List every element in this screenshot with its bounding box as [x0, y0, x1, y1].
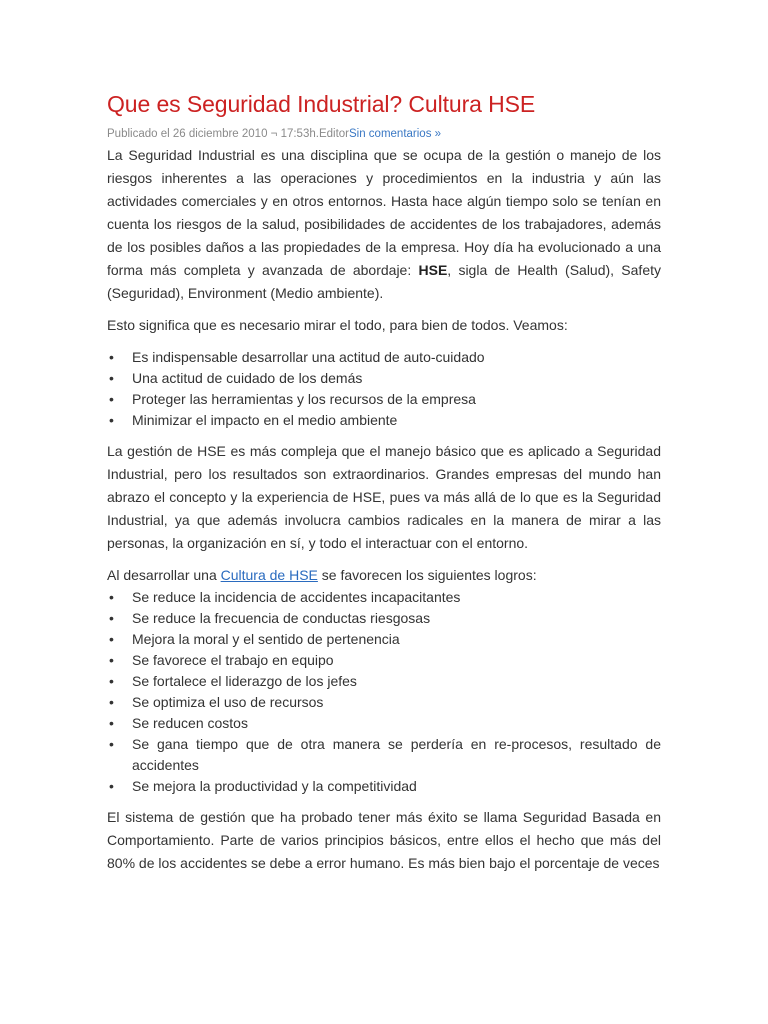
- bullet-icon: •: [109, 631, 114, 647]
- list-item: • Se reduce la frecuencia de conductas riesgosas: [107, 608, 661, 629]
- list-item: • Una actitud de cuidado de los demás: [107, 368, 661, 389]
- paragraph-intro: [107, 144, 661, 305]
- bullet-icon: •: [109, 610, 114, 626]
- paragraph-intro-tail: , sigla de Health (Salud), Safety (Seguridad), Environment (Medio ambiente).: [107, 262, 662, 301]
- bullet-icon: •: [109, 652, 114, 668]
- bullet-icon: •: [109, 778, 114, 794]
- list-item: • Mejora la moral y el sentido de pertenencia: [107, 629, 661, 650]
- list-item: • Se reduce la incidencia de accidentes incapacitantes: [107, 587, 661, 608]
- principles-list: [107, 347, 661, 431]
- bullet-icon: •: [109, 694, 114, 710]
- article-title: Que es Seguridad Industrial? Cultura HSE: [107, 91, 536, 117]
- bullet-icon: •: [109, 391, 114, 407]
- paragraph-intro-text: La Seguridad Industrial es una disciplina que se ocupa de la gestión o manejo de los riesgos inherentes a las operaciones y procedimientos en la industria y aún las actividades comerciales y en otros entornos. Hasta hace algún tiempo solo se tenían en cuenta los riesgos de la salud, posibilidades de accidentes de los trabajadores, además de los posibles daños a las propiedades de la empresa. Hoy día ha evolucionado a una forma más completa y avanzada de abordaje:: [107, 147, 661, 278]
- list-item: • Se gana tiempo que de otra manera se perdería en re-procesos, resultado de accidentes: [109, 736, 661, 773]
- bullet-icon: •: [109, 370, 114, 386]
- publish-info: Publicado el 26 diciembre 2010 ¬ 17:53h.Editor: [107, 128, 349, 140]
- paragraph-lead-in: Esto significa que es necesario mirar el todo, para bien de todos. Veamos:: [107, 317, 568, 333]
- hse-acronym: HSE: [418, 262, 448, 278]
- hse-culture-link[interactable]: Cultura de HSE: [220, 567, 318, 583]
- bullet-icon: •: [109, 349, 114, 365]
- list-item: • Se mejora la productividad y la competitividad: [107, 776, 661, 797]
- bullet-icon: •: [109, 412, 114, 428]
- list-item: • Proteger las herramientas y los recursos de la empresa: [107, 389, 661, 410]
- bullet-icon: •: [109, 673, 114, 689]
- list-item: • Se favorece el trabajo en equipo: [107, 650, 661, 671]
- list-item: • Minimizar el impacto en el medio ambiente: [107, 410, 661, 431]
- paragraph-hse-management: La gestión de HSE es más compleja que el manejo básico que es aplicado a Seguridad Industrial, pero los resultados son extraordinarios. Grandes empresas del mundo han abrazo el concepto y la experiencia de HSE, pues va más allá de lo que es la Seguridad Industrial, ya que además involucra cambios radicales en la manera de mirar a las personas, la organización en sí, y todo el interactuar con el entorno.: [107, 443, 661, 551]
- achievements-list: [107, 587, 661, 797]
- article-meta: [107, 126, 661, 142]
- bullet-icon: •: [109, 715, 114, 731]
- list-item: • Se optimiza el uso de recursos: [107, 692, 661, 713]
- list-item: • Es indispensable desarrollar una actitud de auto-cuidado: [107, 347, 661, 368]
- paragraph-behavior-based-safety: El sistema de gestión que ha probado tener más éxito se llama Seguridad Basada en Comportamiento. Parte de varios principios básicos, entre ellos el hecho que más del 80% de los accidentes se debe a error humano. Es más bien bajo el porcentaje de veces: [107, 809, 661, 871]
- paragraph-achievements-intro: Al desarrollar una Cultura de HSE se favorecen los siguientes logros:: [107, 567, 537, 583]
- list-item: • Se fortalece el liderazgo de los jefes: [107, 671, 661, 692]
- bullet-icon: •: [109, 736, 114, 752]
- list-item: • Se reducen costos: [107, 713, 661, 734]
- bullet-icon: •: [109, 589, 114, 605]
- comments-link[interactable]: Sin comentarios »: [348, 128, 442, 140]
